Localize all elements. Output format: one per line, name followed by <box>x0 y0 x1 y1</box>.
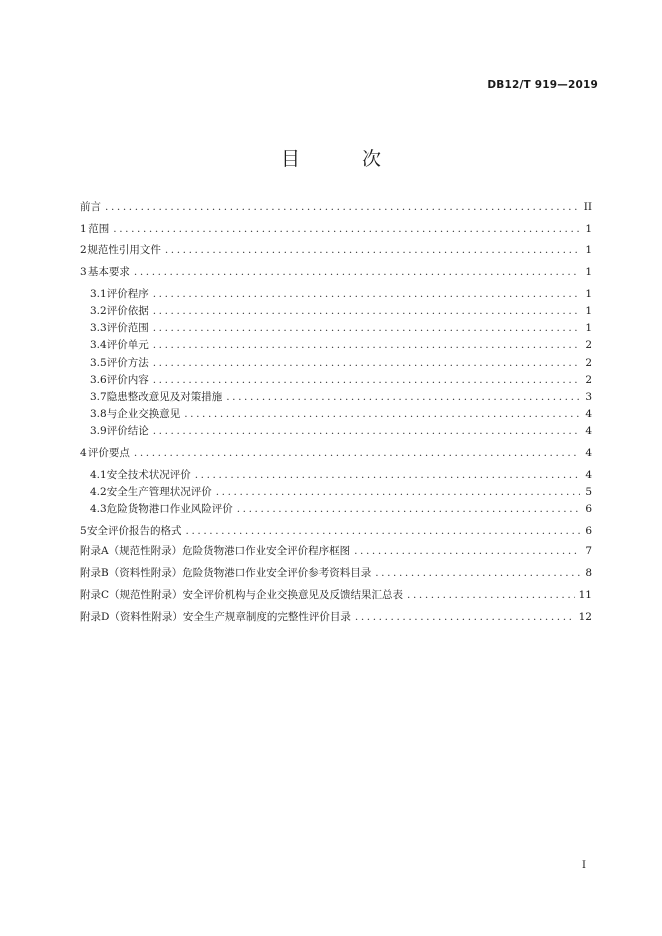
toc-dot-leader <box>153 286 580 303</box>
toc-entry-number: 3.4 <box>90 339 107 352</box>
toc-entry-page: 3 <box>585 390 592 403</box>
toc-entry-label: 基本要求 <box>87 266 130 279</box>
toc-entry-number: 4 <box>80 446 87 459</box>
toc-entry[interactable] <box>80 320 592 337</box>
toc-entry[interactable] <box>80 221 592 238</box>
toc-entry[interactable] <box>80 242 592 259</box>
toc-entry-number: 3.6 <box>90 373 107 386</box>
toc-entry-page: 1 <box>585 222 592 235</box>
toc-entry[interactable] <box>80 337 592 354</box>
toc-dot-leader <box>195 467 580 484</box>
toc-entry-page: 4 <box>585 408 592 421</box>
toc-entry-page: 1 <box>585 244 592 257</box>
toc-entry-page: 2 <box>585 356 592 369</box>
toc-appendix-entry[interactable] <box>80 540 592 562</box>
toc-entry-page: 6 <box>585 524 592 537</box>
toc-entry-label: 评价单元 <box>106 339 149 352</box>
toc-dot-leader <box>165 242 580 259</box>
toc-entry-page: 1 <box>585 322 592 335</box>
toc-entry-page: 6 <box>585 503 592 515</box>
toc-entry[interactable] <box>80 372 592 389</box>
toc-entry-label: 危险货物港口作业风险评价 <box>106 503 233 515</box>
toc-entry-number: 附录C（规范性附录） <box>80 588 183 601</box>
toc-entry-page: 4 <box>585 446 592 459</box>
toc-entry-label: 隐患整改意见及对策措施 <box>106 390 223 403</box>
toc-entry[interactable] <box>80 406 592 423</box>
toc-entry-label: 评价结论 <box>106 425 149 438</box>
document-code: DB12/T 919—2019 <box>487 79 598 91</box>
toc-entry-label: 安全生产管理状况评价 <box>106 485 212 498</box>
toc-entry-label: 安全技术状况评价 <box>106 468 191 481</box>
toc-entry-label: 安全评价机构与企业交换意见及反馈结果汇总表 <box>182 588 404 601</box>
toc-entry-number: 3.5 <box>90 356 107 369</box>
toc-entry[interactable] <box>80 445 592 462</box>
toc-dot-leader <box>153 320 580 337</box>
toc-entry[interactable] <box>80 467 592 484</box>
toc-entry-page: 2 <box>585 373 592 386</box>
toc-entry-number: 3.7 <box>90 390 107 403</box>
toc-entry-label: 评价要点 <box>87 446 130 459</box>
toc-entry[interactable] <box>80 264 592 281</box>
toc-entry-number: 2 <box>80 244 87 257</box>
toc-entry[interactable] <box>80 523 592 540</box>
toc-dot-leader <box>113 221 580 238</box>
toc-entry-page: 5 <box>585 485 592 498</box>
toc-entry-label: 安全生产规章制度的完整性评价目录 <box>182 610 351 623</box>
table-of-contents <box>80 199 592 628</box>
toc-dot-leader <box>226 389 580 406</box>
toc-dot-leader <box>134 264 580 281</box>
toc-entry-page: II <box>583 201 592 213</box>
toc-entry-number: 3.9 <box>90 425 107 438</box>
toc-entry-page: 1 <box>585 287 592 300</box>
toc-entry[interactable] <box>80 303 592 320</box>
toc-dot-leader <box>153 355 580 372</box>
toc-entry-label: 评价方法 <box>106 356 149 369</box>
toc-entry-page: 4 <box>585 425 592 438</box>
page-title: 目 次 <box>280 148 410 170</box>
toc-entry-page: 2 <box>585 339 592 352</box>
toc-entry-page: 8 <box>585 566 592 579</box>
toc-entry[interactable] <box>80 389 592 406</box>
toc-entry-label: 评价依据 <box>106 304 149 317</box>
toc-appendix-entry[interactable] <box>80 606 592 628</box>
toc-entry-number: 4.2 <box>90 485 107 498</box>
toc-dot-leader <box>355 606 575 628</box>
toc-entry-page: 1 <box>585 304 592 317</box>
toc-entry-number: 5 <box>80 524 87 537</box>
toc-appendix-entry[interactable] <box>80 584 592 606</box>
toc-dot-leader <box>153 423 580 440</box>
toc-dot-leader <box>216 484 580 501</box>
toc-entry-number: 3.3 <box>90 322 107 335</box>
toc-entry-number: 1 <box>80 222 87 235</box>
toc-entry-page: 1 <box>585 266 592 279</box>
toc-entry-page: 4 <box>585 468 592 481</box>
toc-dot-leader <box>184 406 580 423</box>
toc-entry-page: 12 <box>578 610 592 623</box>
page-number: I <box>582 860 586 871</box>
toc-dot-leader <box>153 337 580 354</box>
toc-entry-page: 11 <box>578 588 592 601</box>
toc-dot-leader <box>153 372 580 389</box>
toc-entry-label: 范围 <box>88 222 110 235</box>
toc-entry-number: 3 <box>80 266 87 279</box>
toc-entry-label: 规范性引用文件 <box>87 244 161 257</box>
toc-entry[interactable] <box>80 355 592 372</box>
toc-dot-leader <box>153 303 580 320</box>
toc-entry[interactable] <box>80 286 592 303</box>
toc-entry[interactable] <box>80 423 592 440</box>
toc-entry-number: 附录A（规范性附录） <box>80 544 183 557</box>
toc-entry-label: 前言 <box>80 201 101 213</box>
toc-entry-page: 7 <box>585 544 592 557</box>
toc-entry-number: 3.8 <box>90 408 107 421</box>
toc-dot-leader <box>237 501 580 518</box>
toc-entry-label: 安全评价报告的格式 <box>87 524 182 537</box>
toc-entry-label: 危险货物港口作业安全评价参考资料目录 <box>182 566 372 579</box>
toc-entry-number: 附录D（资料性附录） <box>80 610 183 623</box>
toc-dot-leader <box>375 562 580 584</box>
toc-appendix-entry[interactable] <box>80 562 592 584</box>
toc-dot-leader <box>407 584 575 606</box>
toc-entry-label: 评价范围 <box>106 322 149 335</box>
toc-entry-label: 危险货物港口作业安全评价程序框图 <box>182 544 351 557</box>
toc-entry-number: 3.1 <box>90 287 107 300</box>
toc-entry-number: 3.2 <box>90 304 107 317</box>
toc-dot-leader <box>134 445 580 462</box>
toc-entry-label: 评价内容 <box>106 373 149 386</box>
toc-dot-leader <box>105 199 580 216</box>
toc-entry-number: 4.3 <box>90 503 107 515</box>
toc-entry-number: 4.1 <box>90 468 107 481</box>
toc-entry-number: 附录B（资料性附录） <box>80 566 183 579</box>
toc-dot-leader <box>186 523 581 540</box>
toc-entry-label: 与企业交换意见 <box>106 408 181 421</box>
toc-dot-leader <box>354 540 580 562</box>
toc-entry[interactable] <box>80 484 592 501</box>
toc-entry[interactable] <box>80 501 592 518</box>
toc-entry-label: 评价程序 <box>106 287 149 300</box>
toc-entry[interactable] <box>80 199 592 216</box>
